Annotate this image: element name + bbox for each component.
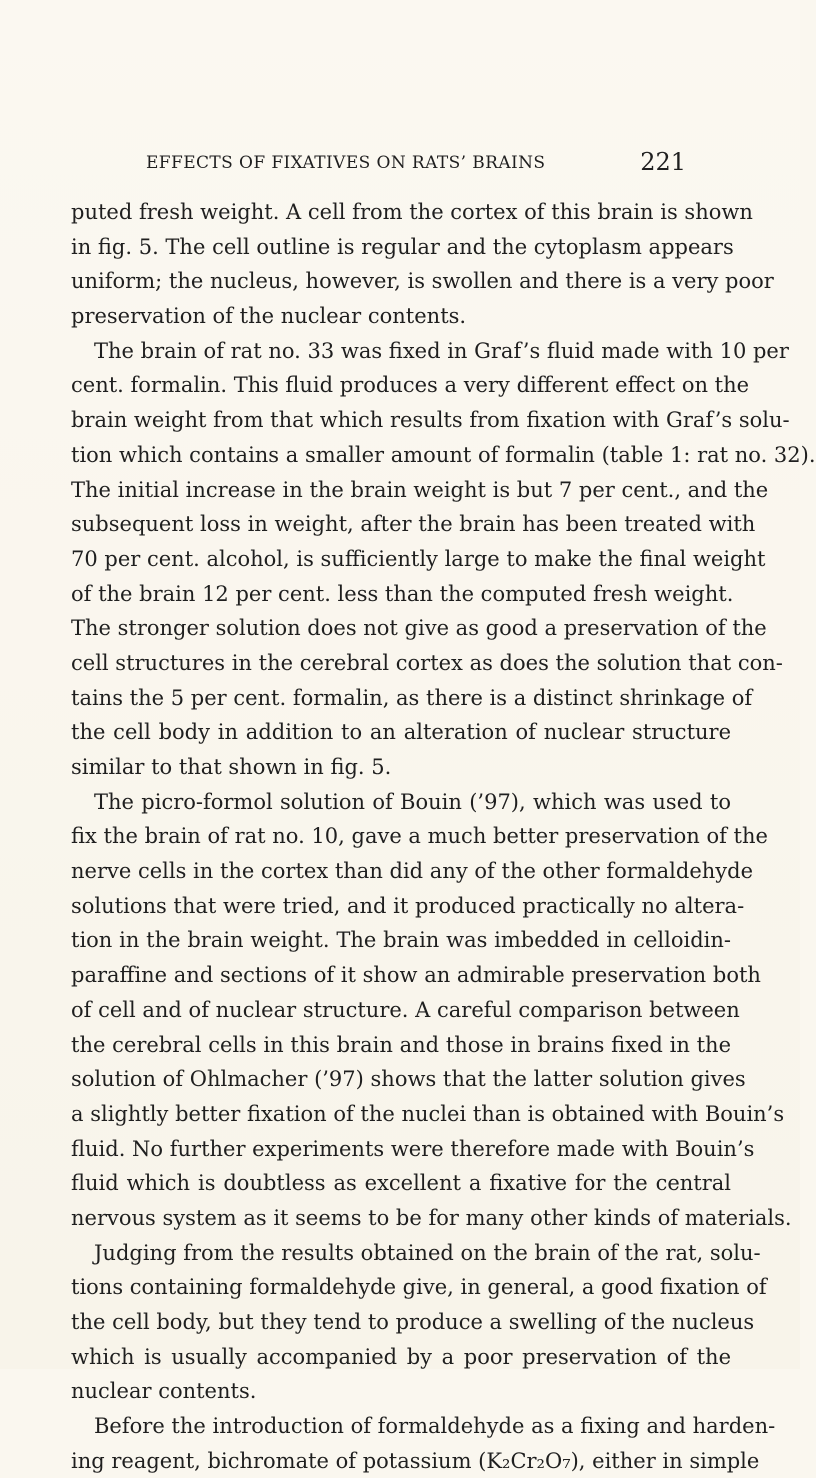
text-line-14: cell structures in the cerebral cortex as does the solution that con- (71, 650, 783, 675)
text-line-4: preservation of the nuclear contents. (71, 304, 467, 329)
text-line-11: 70 per cent. alcohol, is sufficiently large to make the final weight (71, 546, 766, 571)
text-line-36: Before the introduction of formaldehyde as a fixing and harden- (94, 1414, 776, 1439)
text-line-6: cent. formalin. This fluid produces a very different effect on the (71, 373, 750, 398)
text-line-23: paraffine and sections of it show an admirable preservation both (71, 963, 761, 988)
text-line-18: The picro-formol solution of Bouin (’97), which was used to (94, 789, 731, 814)
text-line-31: Judging from the results obtained on the brain of the rat, solu- (94, 1240, 761, 1265)
text-line-37: ing reagent, bichromate of potassium (K₂Cr₂O₇), either in simple (71, 1448, 760, 1473)
running-title: EFFECTS OF FIXATIVES ON RATS’ BRAINS (146, 153, 546, 173)
text-line-34: which is usually accompanied by a poor preservation of the (71, 1344, 731, 1369)
text-line-21: solutions that were tried, and it produced practically no altera- (71, 893, 745, 918)
text-line-25: the cerebral cells in this brain and those in brains fixed in the (71, 1032, 731, 1057)
text-line-28: fluid. No further experiments were therefore made with Bouin’s (71, 1136, 755, 1161)
running-head (146, 150, 686, 178)
text-line-9: The initial increase in the brain weight is but 7 per cent., and the (71, 477, 769, 502)
text-line-16: the cell body in addition to an alteration of nuclear structure (71, 720, 731, 745)
text-line-30: nervous system as it seems to be for many other kinds of materials. (71, 1205, 792, 1230)
body-text (71, 195, 816, 1478)
text-line-19: fix the brain of rat no. 10, gave a much better preservation of the (71, 824, 768, 849)
text-line-1: puted fresh weight. A cell from the cortex of this brain is shown (71, 200, 753, 224)
text-line-2: in fig. 5. The cell outline is regular and the cytoplasm appears (71, 234, 734, 259)
page-number: 221 (640, 148, 686, 176)
text-line-17: similar to that shown in fig. 5. (71, 755, 392, 779)
text-line-20: nerve cells in the cortex than did any of the other formaldehyde (71, 859, 754, 884)
text-line-27: a slightly better fixation of the nuclei than is obtained with Bouin’s (71, 1101, 785, 1126)
text-line-13: The stronger solution does not give as good a preservation of the (71, 616, 767, 641)
text-line-35: nuclear contents. (71, 1379, 257, 1404)
text-line-26: solution of Ohlmacher (’97) shows that the latter solution gives (71, 1067, 746, 1092)
text-line-15: tains the 5 per cent. formalin, as there is a distinct shrinkage of (71, 685, 753, 710)
text-line-29: fluid which is doubtless as excellent a fixative for the central (71, 1171, 731, 1196)
text-line-5: The brain of rat no. 33 was fixed in Graf’s fluid made with 10 per (94, 338, 789, 363)
text-line-33: the cell body, but they tend to produce a swelling of the nucleus (71, 1310, 755, 1334)
text-line-24: of cell and of nuclear structure. A careful comparison between (71, 997, 740, 1022)
text-line-22: tion in the brain weight. The brain was imbedded in celloidin- (71, 928, 731, 953)
text-line-32: tions containing formaldehyde give, in general, a good fixation of (71, 1275, 767, 1300)
text-line-12: of the brain 12 per cent. less than the computed fresh weight. (71, 581, 734, 606)
text-line-3: uniform; the nucleus, however, is swollen and there is a very poor (71, 269, 774, 294)
text-line-10: subsequent loss in weight, after the brain has been treated with (71, 512, 756, 537)
text-line-8: tion which contains a smaller amount of formalin (table 1: rat no. 32). (71, 442, 816, 467)
text-line-7: brain weight from that which results from fixation with Graf’s solu- (71, 408, 790, 433)
